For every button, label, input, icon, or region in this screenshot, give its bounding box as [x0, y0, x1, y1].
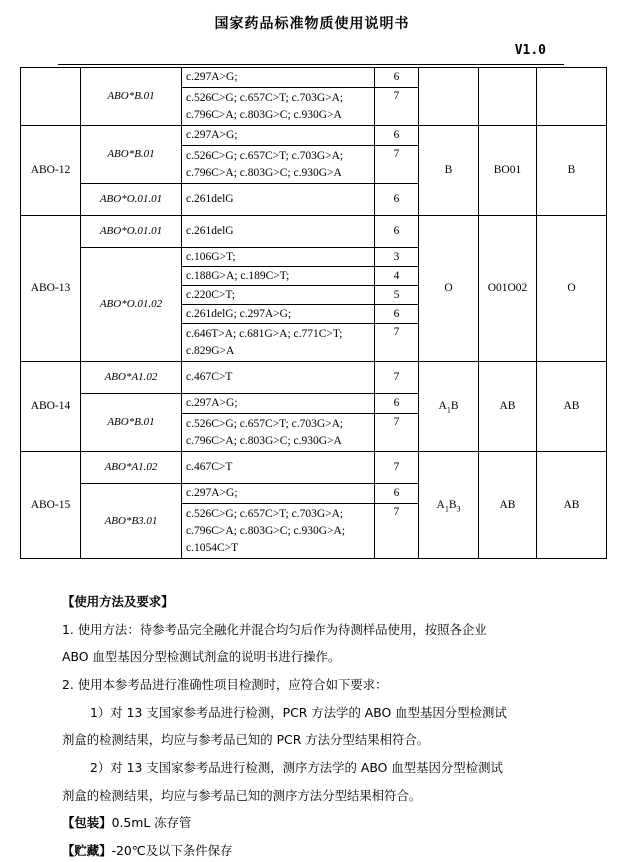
variant-cell: c.526C>G; c.657C>T; c.703G>A; c.796C>A; c.803G>C; c.930G>A: [182, 88, 375, 126]
usage-paragraph-4a: 2）对 13 支国家参考品进行检测，测序方法学的 ABO 血型基因分型检测试: [90, 760, 503, 775]
table-row: [21, 362, 607, 394]
exon-cell: 6: [375, 484, 419, 504]
sample-id-cell: ABO-14: [21, 362, 81, 452]
storage-label: 【贮藏】: [62, 843, 112, 858]
variant-cell: c.646T>A; c.681G>A; c.771C>T; c.829G>A: [182, 324, 375, 362]
version-label: V1.0: [514, 43, 546, 58]
genotype-cell: [479, 68, 537, 126]
variant-cell: c.526C>G; c.657C>T; c.703G>A; c.796C>A; c.803G>C; c.930G>A; c.1054C>T: [182, 504, 375, 559]
phenotype-cell: [419, 68, 479, 126]
phenotype-subscript-2: 3: [456, 503, 461, 513]
exon-cell: 6: [375, 305, 419, 324]
exon-cell: 7: [375, 504, 419, 559]
allele-cell: ABO*O.01.02: [81, 248, 182, 362]
exon-cell: 7: [375, 146, 419, 184]
variant-cell: c.297A>G;: [182, 484, 375, 504]
usage-paragraph-1b: ABO 血型基因分型检测试剂盒的说明书进行操作。: [62, 649, 341, 664]
exon-cell: 6: [375, 184, 419, 216]
usage-paragraph-4b: 剂盒的检测结果，均应与参考品已知的测序方法分型结果相符合。: [62, 788, 422, 803]
phenotype-cell: B: [419, 126, 479, 216]
genotype-cell: BO01: [479, 126, 537, 216]
exon-cell: 6: [375, 394, 419, 414]
usage-paragraph-1a: 1. 使用方法：待参考品完全融化并混合均匀后作为待测样品使用，按照各企业: [62, 622, 487, 637]
phenotype-tail: B: [448, 498, 457, 511]
genotype-cell: AB: [479, 452, 537, 559]
variant-cell: c.297A>G;: [182, 68, 375, 88]
phenotype-base: A: [436, 498, 445, 511]
genotype-table: [20, 67, 607, 559]
phenotype-subscript: 1: [444, 503, 449, 513]
allele-cell: ABO*B.01: [81, 394, 182, 452]
allele-cell: ABO*A1.02: [81, 362, 182, 394]
genotype-cell: O01O02: [479, 216, 537, 362]
phenotype-cell: [419, 452, 479, 559]
usage-paragraph-3b: 剂盒的检测结果，均应与参考品已知的 PCR 方法分型结果相符合。: [62, 732, 430, 747]
variant-cell: c.106G>T;: [182, 248, 375, 267]
table-row: [21, 216, 607, 248]
variant-cell: c.261delG: [182, 216, 375, 248]
table-row: [21, 68, 607, 88]
sample-id-cell: ABO-12: [21, 126, 81, 216]
allele-cell: ABO*O.01.01: [81, 184, 182, 216]
packaging-line: [62, 814, 191, 832]
result-cell: [537, 68, 607, 126]
exon-cell: 7: [375, 362, 419, 394]
sample-id-cell: ABO-13: [21, 216, 81, 362]
phenotype-tail: B: [450, 400, 459, 412]
result-cell: B: [537, 126, 607, 216]
variant-cell: c.297A>G;: [182, 394, 375, 414]
variant-cell: c.188G>A; c.189C>T;: [182, 267, 375, 286]
variant-cell: c.261delG: [182, 184, 375, 216]
table-row: [21, 452, 607, 484]
usage-heading: 【使用方法及要求】: [62, 594, 174, 609]
exon-cell: 7: [375, 414, 419, 452]
result-cell: O: [537, 216, 607, 362]
variant-cell: c.220C>T;: [182, 286, 375, 305]
document-title: 国家药品标准物质使用说明书: [214, 16, 410, 32]
header-divider: [58, 64, 564, 65]
allele-cell: ABO*B.01: [81, 126, 182, 184]
storage-value: -20℃及以下条件保存: [111, 843, 233, 858]
usage-paragraph-2: 2. 使用本参考品进行准确性项目检测时，应符合如下要求：: [62, 677, 388, 692]
exon-cell: 5: [375, 286, 419, 305]
exon-cell: 7: [375, 452, 419, 484]
packaging-label: 【包装】: [62, 815, 112, 830]
sample-id-cell: ABO-15: [21, 452, 81, 559]
result-cell: AB: [537, 452, 607, 559]
allele-cell: ABO*B.01: [81, 68, 182, 126]
exon-cell: 6: [375, 126, 419, 146]
genotype-cell: AB: [479, 362, 537, 452]
allele-cell: ABO*O.01.01: [81, 216, 182, 248]
phenotype-subscript: 1: [446, 405, 451, 415]
exon-cell: 6: [375, 216, 419, 248]
packaging-value: 0.5mL 冻存管: [111, 815, 192, 830]
exon-cell: 7: [375, 324, 419, 362]
variant-cell: c.467C>T: [182, 452, 375, 484]
allele-cell: ABO*B3.01: [81, 484, 182, 559]
phenotype-base: A: [438, 400, 447, 412]
storage-line: [62, 842, 232, 860]
exon-cell: 6: [375, 68, 419, 88]
usage-paragraph-3a: 1）对 13 支国家参考品进行检测，PCR 方法学的 ABO 血型基因分型检测试: [90, 705, 507, 720]
result-cell: AB: [537, 362, 607, 452]
allele-cell: ABO*A1.02: [81, 452, 182, 484]
phenotype-cell: O: [419, 216, 479, 362]
exon-cell: 7: [375, 88, 419, 126]
variant-cell: c.526C>G; c.657C>T; c.703G>A; c.796C>A; c.803G>C; c.930G>A: [182, 414, 375, 452]
sample-id-cell: [21, 68, 81, 126]
phenotype-cell: [419, 362, 479, 452]
variant-cell: c.297A>G;: [182, 126, 375, 146]
variant-cell: c.261delG; c.297A>G;: [182, 305, 375, 324]
exon-cell: 3: [375, 248, 419, 267]
variant-cell: c.467C>T: [182, 362, 375, 394]
variant-cell: c.526C>G; c.657C>T; c.703G>A; c.796C>A; c.803G>C; c.930G>A: [182, 146, 375, 184]
exon-cell: 4: [375, 267, 419, 286]
table-row: [21, 126, 607, 146]
